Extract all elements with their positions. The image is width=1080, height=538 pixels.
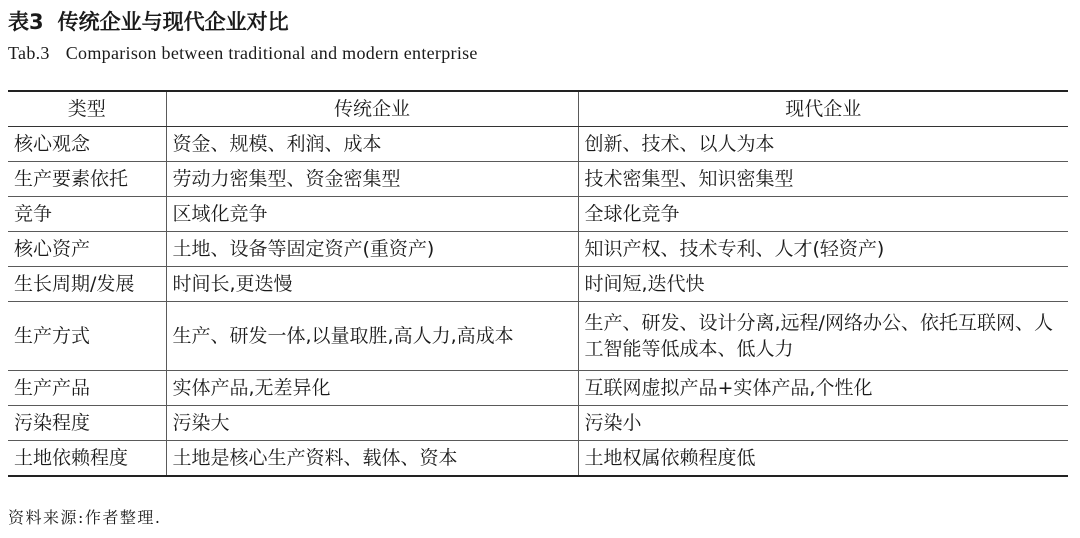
table-header-row [8,91,1068,127]
table-row [8,232,1068,267]
table-row [8,162,1068,197]
traditional-cell: 土地、设备等固定资产(重资产) [166,232,578,267]
traditional-cell: 资金、规模、利润、成本 [166,127,578,162]
modern-cell: 创新、技术、以人为本 [578,127,1068,162]
table-row [8,302,1068,371]
traditional-cell: 污染大 [166,406,578,441]
traditional-cell: 实体产品,无差异化 [166,371,578,406]
row-category: 竞争 [8,197,166,232]
header-traditional: 传统企业 [166,91,578,127]
comparison-table [8,90,1068,477]
modern-cell: 生产、研发、设计分离,远程/网络办公、依托互联网、人工智能等低成本、低人力 [578,302,1068,371]
modern-cell: 技术密集型、知识密集型 [578,162,1068,197]
row-category: 土地依赖程度 [8,441,166,477]
table-row [8,267,1068,302]
traditional-cell: 土地是核心生产资料、载体、资本 [166,441,578,477]
header-type: 类型 [8,91,166,127]
traditional-cell: 生产、研发一体,以量取胜,高人力,高成本 [166,302,578,371]
table-number-cn: 表3 [8,10,44,34]
table-title-cn [8,6,289,36]
header-modern: 现代企业 [578,91,1068,127]
table-caption-cn: 传统企业与现代企业对比 [57,10,289,34]
data-source-note: 资料来源:作者整理. [8,508,162,527]
row-category: 生产方式 [8,302,166,371]
row-category: 生长周期/发展 [8,267,166,302]
modern-cell: 互联网虚拟产品+实体产品,个性化 [578,371,1068,406]
modern-cell: 时间短,迭代快 [578,267,1068,302]
row-category: 生产产品 [8,371,166,406]
table-row [8,197,1068,232]
row-category: 生产要素依托 [8,162,166,197]
table-row [8,371,1068,406]
modern-cell: 污染小 [578,406,1068,441]
traditional-cell: 时间长,更迭慢 [166,267,578,302]
table-row [8,127,1068,162]
table-row [8,441,1068,477]
row-category: 核心资产 [8,232,166,267]
row-category: 核心观念 [8,127,166,162]
table-title-en [8,43,478,64]
table-number-en: Tab.3 [8,43,50,63]
modern-cell: 全球化竞争 [578,197,1068,232]
modern-cell: 知识产权、技术专利、人才(轻资产) [578,232,1068,267]
modern-cell: 土地权属依赖程度低 [578,441,1068,477]
row-category: 污染程度 [8,406,166,441]
traditional-cell: 劳动力密集型、资金密集型 [166,162,578,197]
traditional-cell: 区域化竞争 [166,197,578,232]
table-caption-en: Comparison between traditional and modern enterprise [65,43,478,63]
table-row [8,406,1068,441]
